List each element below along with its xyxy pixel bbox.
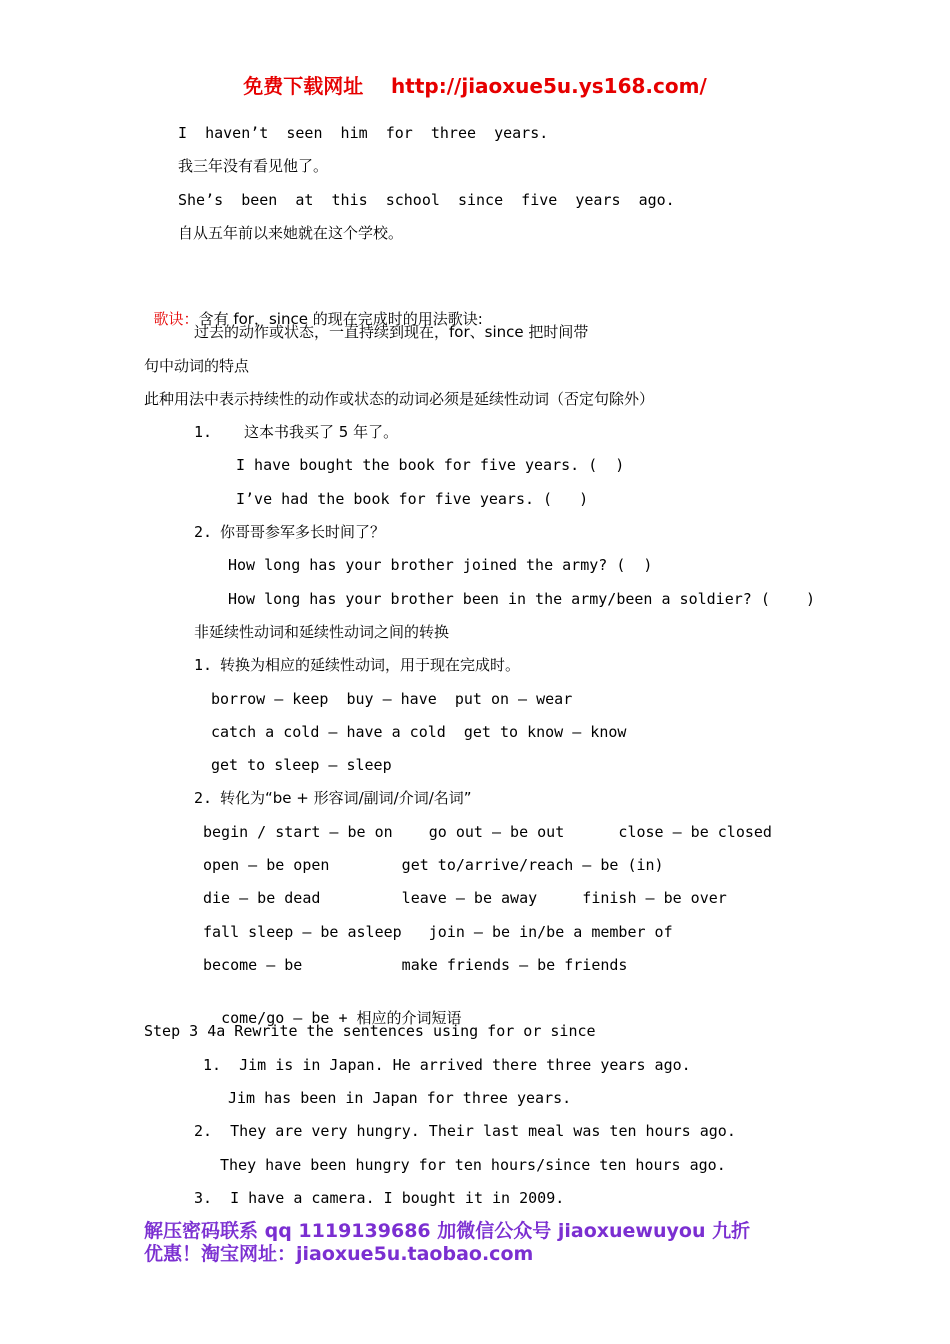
conv-s2-row-6-cn: 相应的介词短语: [356, 1009, 462, 1027]
conv-s2-title: 转化为“be + 形容词/副词/介词/名词”: [220, 789, 472, 807]
q2-number: 2.: [194, 523, 213, 541]
footer-line-1: 解压密码联系 qq 1119139686 加微信公众号 jiaoxuewuyou 九折: [144, 1220, 751, 1242]
step-title: Step 3 4a Rewrite the sentences using for or since: [144, 1022, 596, 1040]
step-item-1-question: 1. Jim is in Japan. He arrived there three years ago.: [203, 1056, 691, 1074]
conv-s2-row-6-en: come/go — be +: [221, 1009, 357, 1027]
conv-s1-number: 1.: [194, 656, 213, 674]
conv-s1-row-1: borrow — keep buy — have put on — wear: [211, 690, 573, 708]
example-translation-1: 我三年没有看见他了。: [178, 157, 329, 175]
q2-option-b: How long has your brother been in the army/been a soldier? ( ): [228, 590, 815, 608]
conv-s2-row-2: open — be open get to/arrive/reach — be (in): [203, 856, 664, 874]
conv-s2-row-3: die — be dead leave — be away finish — be over: [203, 889, 727, 907]
rhyme-label: 歌诀：: [153, 310, 199, 328]
rhyme-title: 含有 for，since 的现在完成时的用法歌诀:: [198, 310, 483, 328]
footer-line-2[interactable]: 优惠！淘宝网址：jiaoxue5u.taobao.com: [144, 1243, 534, 1265]
footer-contact: [144, 1220, 824, 1266]
conversion-heading: 非延续性动词和延续性动词之间的转换: [194, 623, 450, 641]
conv-s2-row-4: fall sleep — be asleep join — be in/be a member of: [203, 923, 673, 941]
q2-chinese: 你哥哥参军多长时间了？: [220, 523, 386, 541]
step-item-1-answer: Jim has been in Japan for three years.: [228, 1089, 572, 1107]
conv-s2-row-5: become — be make friends — be friends: [203, 956, 628, 974]
step-item-2-question: 2. They are very hungry. Their last meal was ten hours ago.: [194, 1122, 736, 1140]
conv-s1-title: 转换为相应的延续性动词，用于现在完成时。: [220, 656, 521, 674]
rhyme-body: 过去的动作或状态，一直持续到现在，for、since 把时间带: [194, 323, 589, 341]
conv-s2-number: 2.: [194, 789, 213, 807]
conv-s1-row-3: get to sleep — sleep: [211, 756, 392, 774]
q1-option-b: I’ve had the book for five years. ( ): [236, 490, 589, 508]
q1-chinese: 这本书我买了 5 年了。: [244, 423, 399, 441]
example-translation-2: 自从五年前以来她就在这个学校。: [178, 224, 404, 242]
step-item-3-question: 3. I have a camera. I bought it in 2009.: [194, 1189, 565, 1207]
step-item-2-answer: They have been hungry for ten hours/since ten hours ago.: [220, 1156, 726, 1174]
q1-number: 1.: [194, 423, 213, 441]
q1-option-a: I have bought the book for five years. ( ): [236, 456, 625, 474]
verbs-rule: 此种用法中表示持续性的动作或状态的动词必须是延续性动词（否定句除外）: [144, 390, 655, 408]
verbs-heading: 句中动词的特点: [144, 357, 250, 375]
example-sentence-2: She’s been at this school since five years ago.: [178, 191, 675, 209]
q2-option-a: How long has your brother joined the army? ( ): [228, 556, 653, 574]
header-link[interactable]: 免费下载网址 http://jiaoxue5u.ys168.com/: [243, 74, 707, 98]
example-sentence-1: I haven’t seen him for three years.: [178, 124, 549, 142]
conv-s1-row-2: catch a cold — have a cold get to know — know: [211, 723, 627, 741]
conv-s2-row-1: begin / start — be on go out — be out close — be closed: [203, 823, 772, 841]
